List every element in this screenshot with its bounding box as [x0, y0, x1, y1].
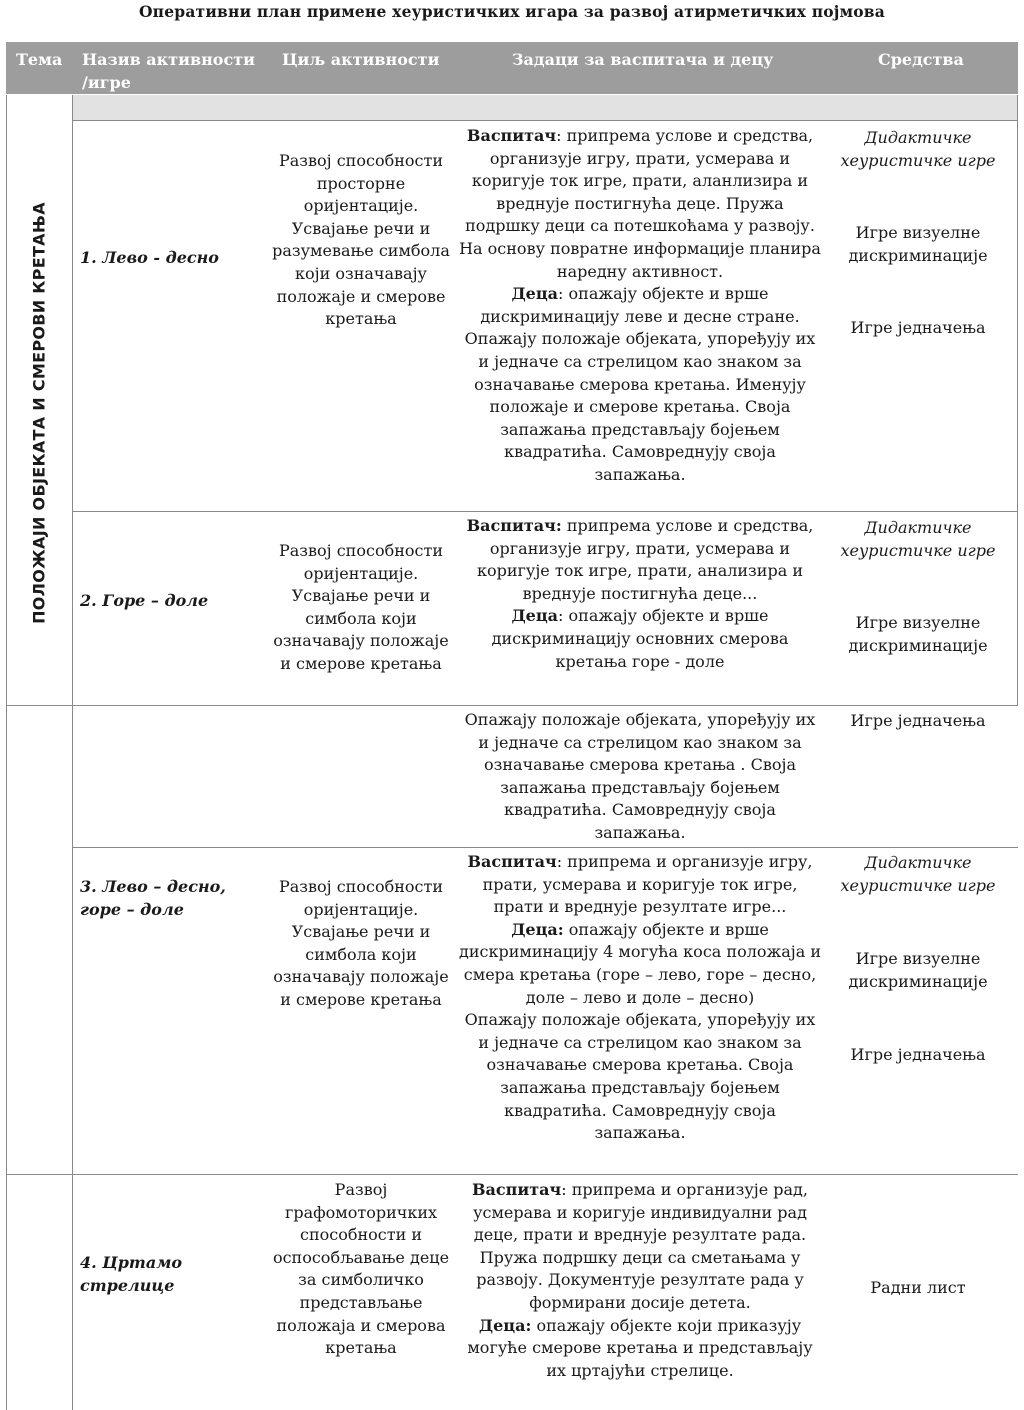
activity-tasks-4	[458, 1179, 822, 1382]
table-header	[6, 42, 1018, 94]
activity-name-3-line1: 3. Лево – десно,	[80, 877, 226, 896]
theme-divider-upper	[72, 95, 73, 706]
header-materials: Средства	[878, 50, 964, 69]
teacher-tasks-4	[458, 1179, 822, 1315]
header-activity-name	[82, 48, 255, 94]
activity-name-1: 1. Лево - десно	[80, 248, 219, 267]
activity-name-4-line2: стрелице	[80, 1276, 175, 1295]
activity-tasks-1	[458, 125, 822, 487]
teacher-label-4: Васпитач	[472, 1180, 562, 1199]
material-1-matching: Игре једначења	[850, 318, 986, 337]
row-line-1	[72, 120, 1018, 121]
activity-tasks-3	[458, 851, 822, 1145]
material-1-didactic: Дидактичке хеуристичке игре	[840, 128, 996, 170]
theme-label: ПОЛОЖАЈИ ОБЈЕКАТА И СМЕРОВИ КРЕТАЊА	[29, 202, 49, 624]
material-3-didactic: Дидактичке хеуристичке игре	[840, 853, 996, 895]
row-line-4	[6, 1174, 1018, 1175]
children-text-2: : опажају објекте и врше дискриминацију основних смерова кретања горе - доле	[491, 606, 789, 671]
activity-name-2: 2. Горе – доле	[80, 591, 209, 610]
children-tasks-4	[458, 1315, 822, 1383]
material-2-visual: Игре визуелне дискриминације	[848, 613, 988, 655]
children-label-1: Деца	[511, 284, 559, 304]
header-tasks: Задаци за васпитача и децу	[512, 50, 774, 69]
row-line-2	[72, 511, 1018, 512]
teacher-label-1: Васпитач	[466, 126, 557, 145]
children-label-4: Деца:	[478, 1315, 532, 1335]
teacher-text-1: : припрема услове и средства, организује игру, прати, усмерава и коригује ток игре, прати, аланлизира и вреднује постигнућа деце. Пружа подршку деци са потешкоћама у развоју. На основу повратне информације планира наредну активност.	[459, 126, 821, 281]
header-theme: Тема	[16, 50, 63, 69]
activity-tasks-2-continued: Опажају положаје објеката, упоређују их и једначе са стрелицом као знаком за означавање смерова кретања . Своја запажања представљају бојењем квадратића. Самовреднују своја запажања.	[464, 710, 816, 842]
header-activity-name-line2: /игре	[82, 73, 131, 92]
activity-goal-2: Развој способности оријентације. Усвајање речи и симбола који означавају положаје и смерове кретања	[273, 541, 449, 673]
children-tasks-2	[458, 605, 822, 673]
children-text-1: : опажају објекте и врше дискриминацију леве и десне стране. Опажају положаје објеката, упоређују их и једначе са стрелицом као знаком за означавање смерова кретања. Именују положаје и смерове кретања. Своја запажања представљају бојењем квадратића. Самовреднују своја запажања.	[464, 284, 816, 484]
activity-goal-4: Развој графомоторичких способности и оспособљавање деце за симболичко представљање положаја и смерова кретања	[272, 1180, 450, 1358]
teacher-label-2: Васпитач:	[466, 516, 562, 535]
teacher-tasks-2	[458, 515, 822, 605]
activity-goal-3: Развој способности оријентације. Усвајање речи и симбола који означавају положаје и смерове кретања	[273, 877, 449, 1009]
material-1-visual: Игре визуелне дискриминације	[848, 223, 988, 265]
material-3-matching: Игре једначења	[850, 1045, 986, 1064]
children-text-4: опажају објекте који приказују могуће смерове кретања и представљају их цртајући стрелице.	[467, 1315, 813, 1380]
theme-divider-lower	[72, 706, 73, 1410]
header-spacer-band	[72, 95, 1018, 120]
header-goal: Циљ активности	[282, 50, 440, 69]
observation-tasks-3: Опажају положаје објеката, упоређују их и једначе са стрелицом као знаком за означавање смерова кретања. Своја запажања представљају бојењем квадратића. Самовреднују своја запажања.	[464, 1010, 816, 1143]
children-label-2: Деца	[511, 606, 559, 626]
page-title: Оперативни план примене хеуристичких игара за развој атирметичких појмова	[138, 2, 886, 21]
teacher-tasks-1	[458, 125, 822, 283]
activity-tasks-2	[458, 515, 822, 673]
teacher-tasks-3	[458, 851, 822, 919]
activity-goal-1: Развој способности просторне оријентације. Усвајање речи и разумевање симбола који означавају положаје и смерове кретања	[272, 151, 450, 329]
material-4-worksheet: Радни лист	[870, 1278, 966, 1297]
material-3-visual: Игре визуелне дискриминације	[848, 949, 988, 991]
children-tasks-3	[458, 919, 822, 1009]
material-2-didactic: Дидактичке хеуристичке игре	[840, 518, 996, 560]
teacher-text-4: : припрема и организује рад, усмерава и коригује индивидуални рад деце, прати и вреднује резултате рада. Пружа подршку деци са сметањама у развоју. Документује резултате рада у формирани досије детета.	[473, 1180, 808, 1312]
activity-name-3-line2: горе – доле	[80, 900, 184, 919]
material-2-matching: Игре једначења	[850, 711, 986, 730]
row-line-3	[72, 847, 1018, 848]
teacher-label-3: Васпитач	[467, 852, 557, 871]
children-text-3: опажају објекте и врше дискриминацију 4 могућа коса положаја и смера кретања (горе – лево, горе – десно, доле – лево и доле – десно)	[459, 919, 821, 1007]
activity-name-4-line1: 4. Цртамо	[80, 1253, 183, 1272]
table-border-right	[1017, 95, 1018, 706]
activity-name-4	[80, 1251, 182, 1297]
children-tasks-1	[458, 283, 822, 486]
activity-name-3	[80, 875, 226, 921]
theme-cell	[6, 120, 72, 706]
section-break-line	[6, 705, 1018, 706]
teacher-text-2: припрема услове и средства, организује игру, прати, усмерава и коригује ток игре, прати, анализира и вреднује постигнућа деце...	[477, 516, 814, 603]
header-activity-name-line1: Назив активности	[82, 50, 255, 69]
teacher-text-3: : припрема и организује игру, прати, усмерава и коригује ток игре, прати и вреднује резултате игре...	[482, 852, 813, 917]
children-label-3: Деца:	[511, 919, 564, 939]
